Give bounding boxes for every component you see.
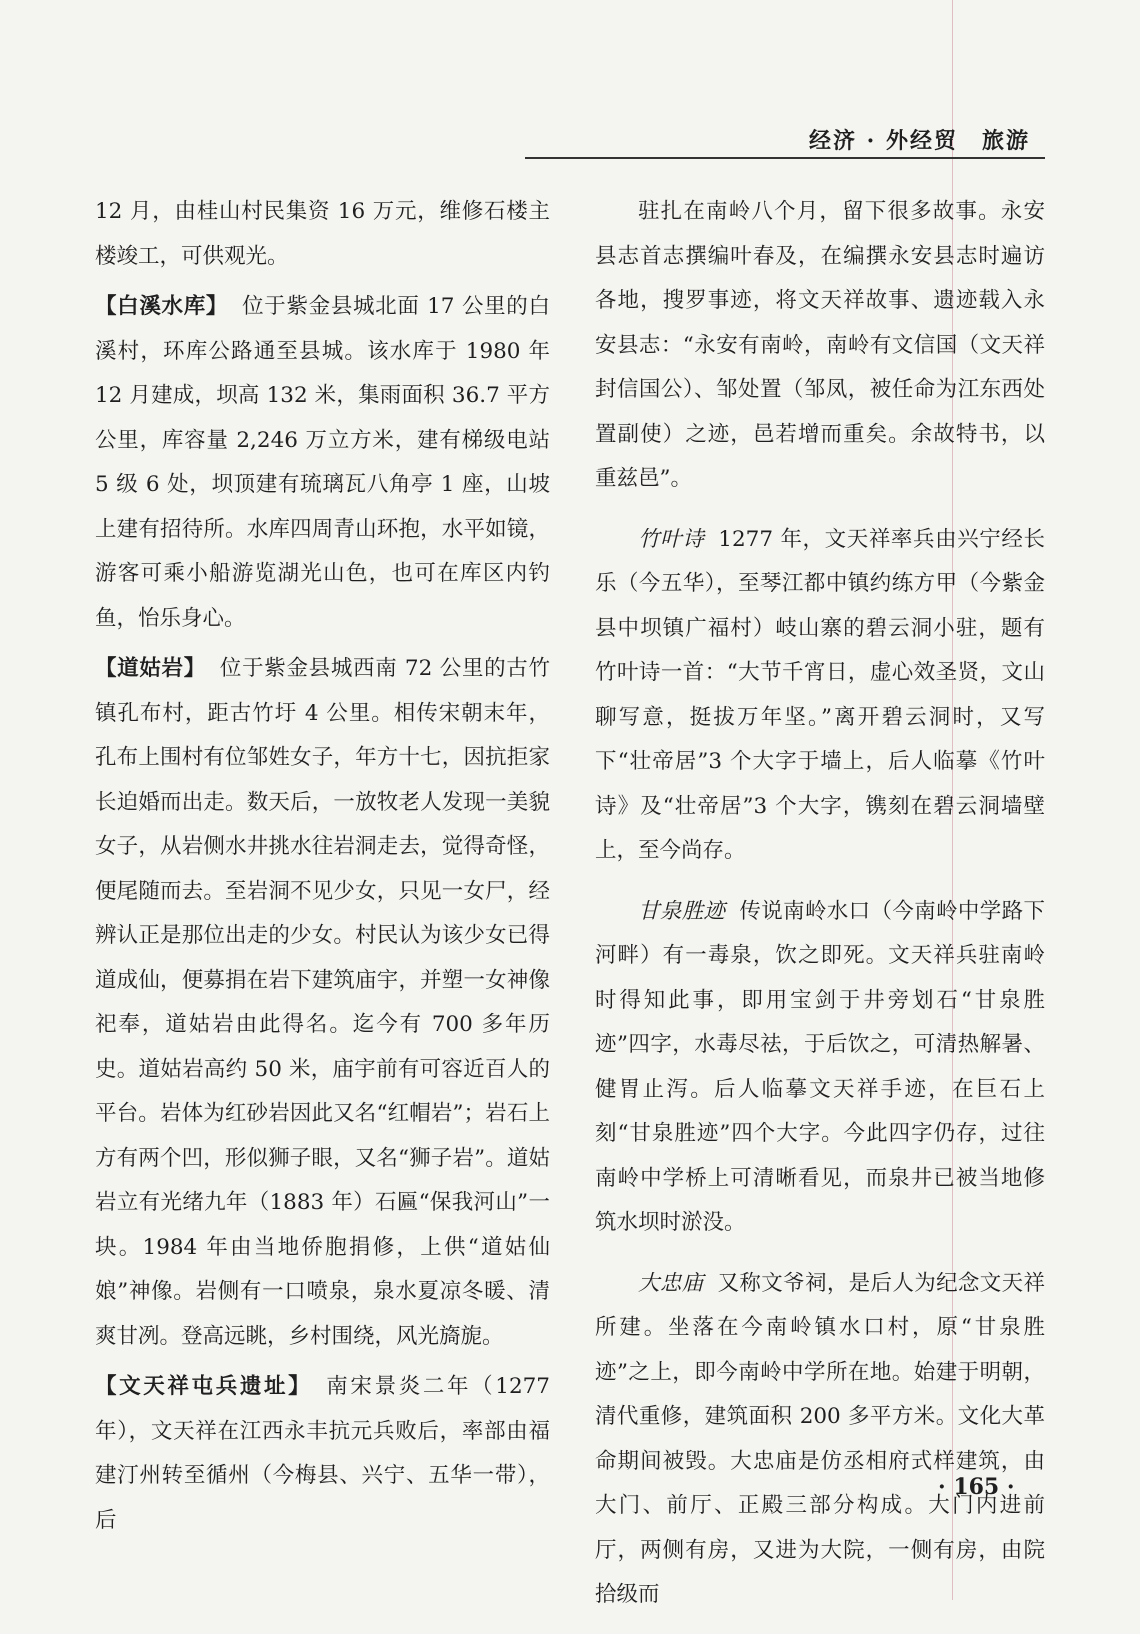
entry-title: 【白溪水库】 (95, 294, 229, 319)
subentry-text: 又称文爷祠，是后人为纪念文天祥所建。坐落在今南岭镇水口村，原“甘泉胜迹”之上，即今南岭中学所在地。始建于明朝，清代重修，建筑面积 200 多平方米。文化大革命期间被毁。大忠庙是仿丞相府式样建筑，由大门、前厅、正殿三部分构成。大门内进前厅，两侧有房，又进为大院，一侧有房，由院拾级而 (595, 1270, 1045, 1607)
subentry-title: 甘泉胜迹 (638, 898, 726, 924)
left-column (95, 190, 550, 1549)
subentry-text: 传说南岭水口（今南岭中学路下河畔）有一毒泉，饮之即死。文天祥兵驻南岭时得知此事，即用宝剑于井旁划石“甘泉胜迹”四字，水毒尽祛，于后饮之，可清热解暑、健胃止泻。后人临摹文天祥手迹，在巨石上刻“甘泉胜迹”四个大字。今此四字仍存，过往南岭中学桥上可清晰看见，而泉井已被当地修筑水坝时淤没。 (595, 898, 1045, 1235)
running-header: 经济 · 外经贸 旅游 (809, 128, 1030, 154)
paragraph-continuation: 12 月，由桂山村民集资 16 万元，维修石楼主楼竣工，可供观光。 (95, 199, 550, 269)
page-number: · 165 · (938, 1474, 1015, 1500)
subentry-title: 大忠庙 (638, 1270, 704, 1296)
subentry-text: 1277 年，文天祥率兵由兴宁经长乐（今五华），至琴江都中镇约练方甲（今紫金县中坝镇广福村）岐山寨的碧云洞小驻，题有竹叶诗一首：“大节千宵日，虚心效圣贤，文山聊写意，挺拔万年坚。”离开碧云洞时，又写下“壮帝居”3 个大字于墙上，后人临摹《竹叶诗》及“壮帝居”3 个大字，镌刻在碧云洞墙壁上，至今尚存。 (595, 526, 1045, 863)
entry-baixi-reservoir (95, 285, 550, 641)
subentry-bamboo-poem (595, 518, 1045, 874)
entry-daogu-rock (95, 647, 550, 1359)
subentry-dazhong-temple (595, 1262, 1045, 1618)
subentry-title: 竹叶诗 (638, 526, 705, 552)
entry-title: 【道姑岩】 (95, 656, 206, 681)
entry-text: 位于紫金县城北面 17 公里的白溪村，环库公路通至县城。该水库于 1980 年 12 月建成，坝高 132 米，集雨面积 36.7 平方公里，库容量 2,246 万立方米，建有梯级电站 5 级 6 处，坝顶建有琉璃瓦八角亭 1 座，山坡上建有招待所。水库四周青山环抱，水平如镜，游客可乘小船游览湖光山色，也可在库区内钓鱼，怡乐身心。 (95, 294, 550, 631)
right-column (595, 190, 1045, 1634)
entry-text: 位于紫金县城西南 72 公里的古竹镇孔布村，距古竹圩 4 公里。相传宋朝末年，孔布上围村有位邹姓女子，年方十七，因抗拒家长迫婚而出走。数天后，一放牧老人发现一美貌女子，从岩侧水井挑水往岩洞走去，觉得奇怪，便尾随而去。至岩洞不见少女，只见一女尸，经辨认正是那位出走的少女。村民认为该少女已得道成仙，便募捐在岩下建筑庙宇，并塑一女神像祀奉，道姑岩由此得名。迄今有 700 多年历史。道姑岩高约 50 米，庙宇前有可容近百人的平台。岩体为红砂岩因此又名“红帽岩”；岩石上方有两个凹，形似狮子眼，又名“狮子岩”。道姑岩立有光绪九年（1883 年）石匾“保我河山”一块。1984 年由当地侨胞捐修，上供“道姑仙娘”神像。岩侧有一口喷泉，泉水夏凉冬暖、清爽甘冽。登高远眺，乡村围绕，风光旖旎。 (95, 656, 550, 1349)
paragraph-continuation: 驻扎在南岭八个月，留下很多故事。永安县志首志撰编叶春及，在编撰永安县志时遍访各地，搜罗事迹，将文天祥故事、遗迹载入永安县志：“永安有南岭，南岭有文信国（文天祥封信国公）、邹处置（邹凤，被任命为江东西处置副使）之迹，邑若增而重矣。余故特书，以重兹邑”。 (595, 199, 1045, 491)
entry-wen-tianxiang-camp (95, 1365, 550, 1543)
entry-text: 南宋景炎二年（1277 年），文天祥在江西永丰抗元兵败后，率部由福建汀州转至循州（今梅县、兴宁、五华一带），后 (95, 1374, 550, 1533)
entry-title: 【文天祥屯兵遗址】 (95, 1374, 313, 1399)
subentry-sweet-spring (595, 890, 1045, 1246)
header-rule (525, 157, 1045, 159)
